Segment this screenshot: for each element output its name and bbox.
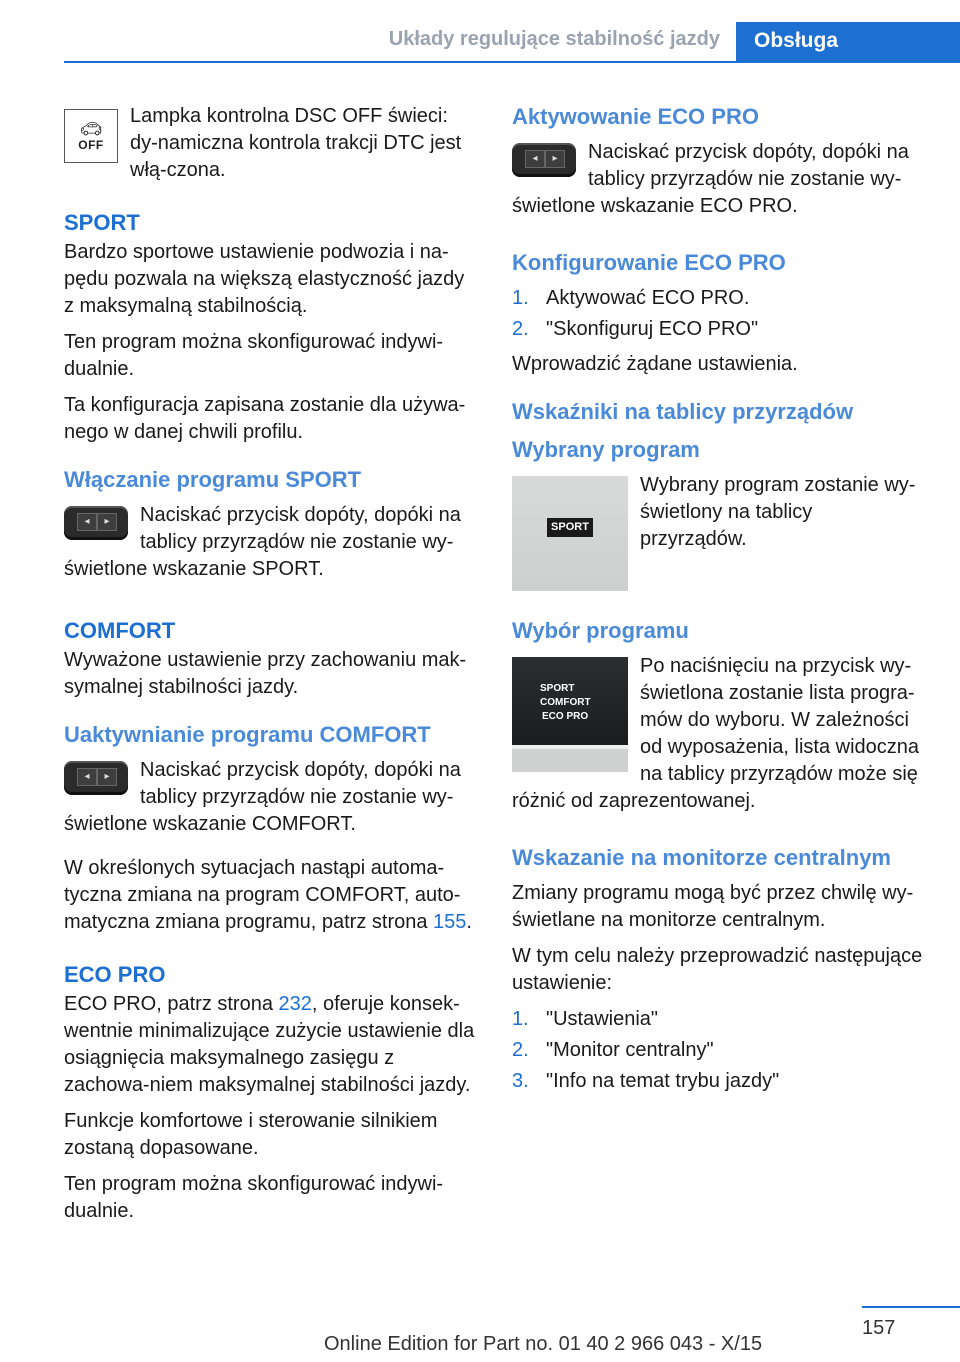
sport-paragraph-1: Bardzo sportowe ustawienie podwozia i na‐pędu pozwala na większą elastyczność jazdy z maksymalną stabilnością. — [64, 241, 465, 317]
footer-edition: Online Edition for Part no. 01 40 2 966 043 - X/15 — [324, 1333, 763, 1355]
selected-program-block — [512, 472, 924, 597]
eco-pro-paragraph-2: Funkcje komfortowe i sterowanie silnikiem zostaną dopasowane. — [64, 1110, 438, 1159]
heading-eco-configure: Konfigurowanie ECO PRO — [512, 250, 786, 275]
heading-sport: SPORT — [64, 210, 140, 235]
program-choice-text: Po naciśnięciu na przycisk wy‐świetlona zostanie lista progra‐mów do wyboru. W zależności od wyposażenia, lista widoczna na tablicy przyrządów może się różnić od zaprezentowanej. — [512, 655, 920, 812]
page-number: 157 — [862, 1317, 896, 1339]
cluster-menu-image: SPORT COMFORT ECO PRO — [512, 657, 628, 772]
heading-central-monitor: Wskazanie na monitorze centralnym — [512, 845, 891, 870]
left-column — [64, 103, 476, 1234]
heading-selected-program: Wybrany program — [512, 437, 700, 462]
heading-eco-activation: Aktywowanie ECO PRO — [512, 104, 759, 129]
central-monitor-steps — [512, 1006, 924, 1095]
page-link-155[interactable]: 155 — [433, 911, 467, 933]
heading-comfort-activation: Uaktywnianie programu COMFORT — [64, 722, 431, 747]
sport-activation-text: Naciskać przycisk dopóty, dopóki na tablicy przyrządów nie zostanie wy‐świetlone wskazanie SPORT. — [64, 504, 461, 580]
heading-sport-activation: Włączanie programu SPORT — [64, 467, 362, 492]
footer-rule — [862, 1306, 960, 1308]
eco-activation-text: Naciskać przycisk dopóty, dopóki na tablicy przyrządów nie zostanie wy‐świetlone wskazanie ECO PRO. — [512, 141, 909, 217]
comfort-auto-switch-text: W określonych sytuacjach nastąpi automa‐tyczna zmiana na program COMFORT, auto‐matyczna zmiana programu, patrz strona 155. — [64, 857, 472, 933]
list-item: 3. "Info na temat trybu jazdy" — [512, 1070, 780, 1092]
dsc-off-icon: 🚗︎ OFF — [64, 109, 118, 163]
central-monitor-paragraph-2: W tym celu należy przeprowadzić następujące ustawienie: — [512, 945, 923, 994]
heading-eco-pro: ECO PRO — [64, 962, 166, 987]
rocker-switch-icon: ◂ ▸ — [64, 506, 128, 540]
right-column — [512, 103, 924, 1103]
sport-paragraph-2: Ten program można skonfigurować indywi‐dualnie. — [64, 331, 444, 380]
comfort-paragraph-1: Wyważone ustawienie przy zachowaniu mak‐symalnej stabilności jazdy. — [64, 649, 467, 698]
comfort-activation-text: Naciskać przycisk dopóty, dopóki na tablicy przyrządów nie zostanie wy‐świetlone wskazanie COMFORT. — [64, 759, 461, 835]
header-section-title: Układy regulujące stabilność jazdy — [388, 28, 720, 50]
sport-paragraph-3: Ta konfiguracja zapisana zostanie dla używa‐nego w danej chwili profilu. — [64, 394, 466, 443]
rocker-switch-icon: ◂ ▸ — [64, 761, 128, 795]
sport-activation-block — [64, 502, 476, 592]
cluster-sport-image: SPORT — [512, 476, 628, 591]
selected-program-text: Wybrany program zostanie wy‐świetlony na tablicy przyrządów. — [640, 474, 916, 550]
header-rule — [64, 61, 960, 63]
eco-pro-paragraph-1: ECO PRO, patrz strona 232, oferuje konsek‐wentnie minimalizujące zużycie ustawienie dla osiągnięcia maksymalnego zasięgu z zachowa‐niem maksymalnej stabilności jazdy. — [64, 993, 475, 1096]
page-link-232[interactable]: 232 — [278, 993, 312, 1015]
eco-activation-block — [512, 139, 924, 229]
dsc-off-note — [64, 103, 476, 184]
list-item: 1. "Ustawienia" — [512, 1008, 659, 1030]
central-monitor-paragraph-1: Zmiany programu mogą być przez chwilę wy‐świetlane na monitorze centralnym. — [512, 882, 914, 931]
list-item: 2. "Monitor centralny" — [512, 1039, 714, 1061]
heading-program-choice: Wybór programu — [512, 618, 689, 643]
comfort-activation-block — [64, 757, 476, 847]
header-tab: Obsługa — [736, 22, 960, 63]
heading-comfort: COMFORT — [64, 618, 176, 643]
eco-configure-steps — [512, 285, 924, 343]
eco-pro-paragraph-3: Ten program można skonfigurować indywi‐dualnie. — [64, 1173, 444, 1222]
eco-configure-after: Wprowadzić żądane ustawienia. — [512, 353, 798, 375]
rocker-switch-icon: ◂ ▸ — [512, 143, 576, 177]
list-item: 1. Aktywować ECO PRO. — [512, 287, 750, 309]
dsc-off-text: Lampka kontrolna DSC OFF świeci: dy‐namiczna kontrola trakcji DTC jest włą‐czona. — [130, 105, 462, 181]
list-item: 2. "Skonfiguruj ECO PRO" — [512, 318, 759, 340]
program-choice-block — [512, 653, 924, 824]
heading-indicators: Wskaźniki na tablicy przyrządów — [512, 399, 854, 424]
